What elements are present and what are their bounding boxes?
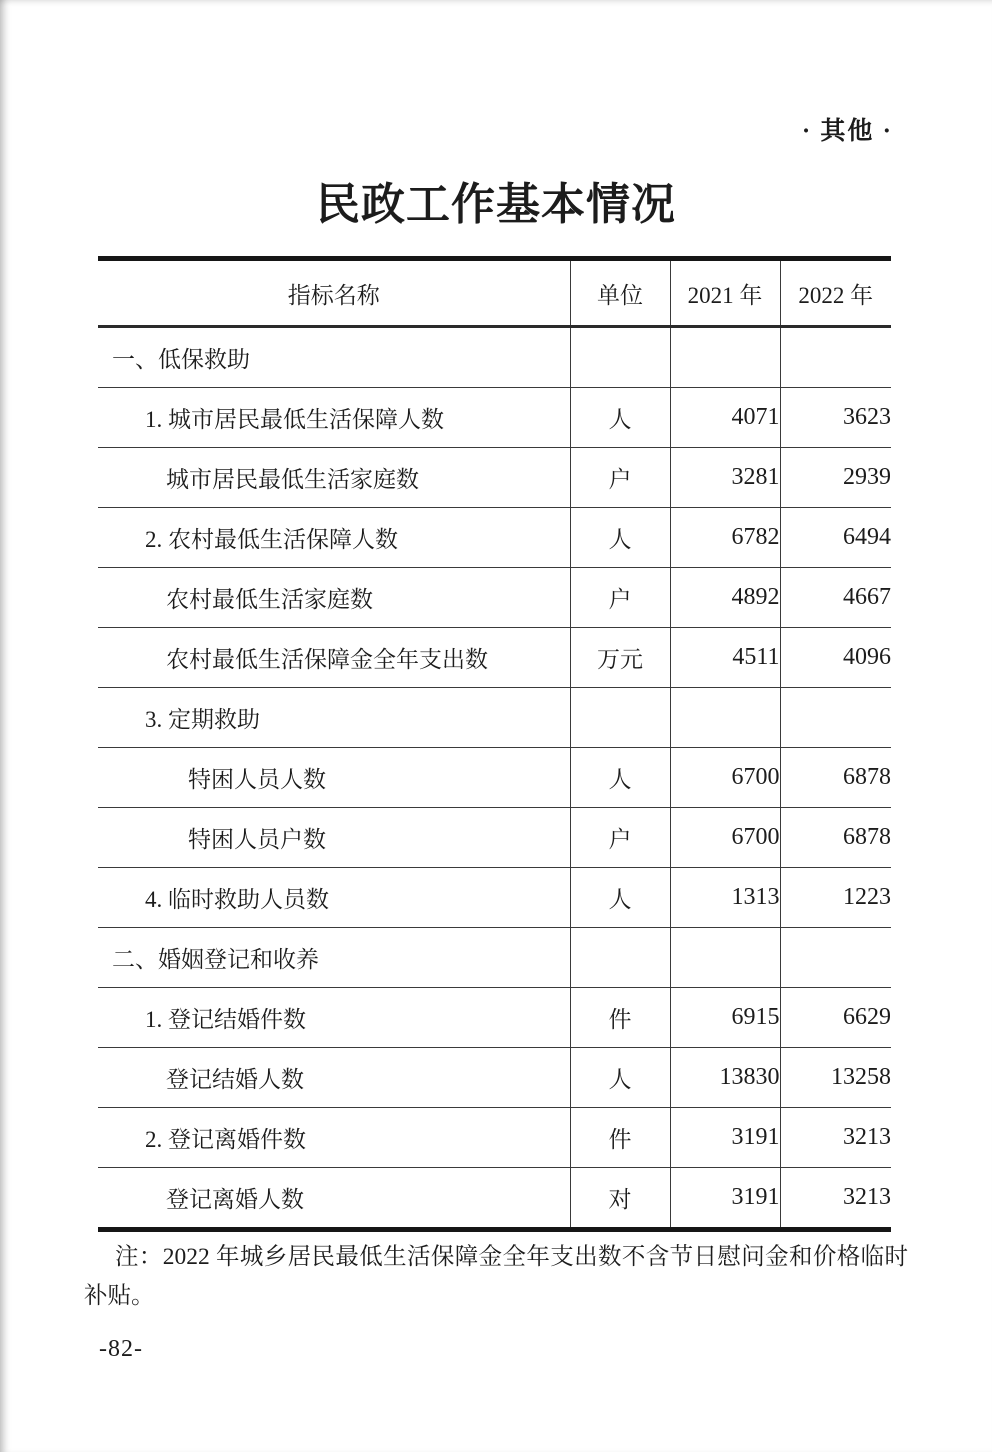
table-row bbox=[98, 1108, 891, 1168]
value-2022-cell: 6878 bbox=[780, 748, 891, 808]
header-indicator-name: 指标名称 bbox=[98, 259, 570, 327]
value-2022-cell: 4667 bbox=[780, 568, 891, 628]
value-2021-cell: 6700 bbox=[670, 748, 780, 808]
value-2022-cell bbox=[780, 327, 891, 388]
value-2021-cell: 4511 bbox=[670, 628, 780, 688]
table-header-row bbox=[98, 259, 891, 327]
section-label: · 其他 · bbox=[801, 118, 893, 145]
unit-cell bbox=[570, 928, 670, 988]
unit-cell: 户 bbox=[570, 448, 670, 508]
table-row bbox=[98, 1048, 891, 1108]
table-row bbox=[98, 1168, 891, 1230]
header-2021: 2021 年 bbox=[670, 259, 780, 327]
page-title: 民政工作基本情况 bbox=[316, 180, 676, 229]
value-2021-cell: 6782 bbox=[670, 508, 780, 568]
value-2021-cell: 4892 bbox=[670, 568, 780, 628]
indicator-name-cell: 登记结婚人数 bbox=[98, 1048, 570, 1108]
table-row bbox=[98, 327, 891, 388]
table-row bbox=[98, 508, 891, 568]
table-row bbox=[98, 748, 891, 808]
value-2022-cell bbox=[780, 688, 891, 748]
table-row bbox=[98, 868, 891, 928]
page-number: -82- bbox=[99, 1336, 143, 1362]
statistics-table-container bbox=[98, 256, 891, 1232]
unit-cell bbox=[570, 327, 670, 388]
value-2022-cell: 1223 bbox=[780, 868, 891, 928]
value-2021-cell: 4071 bbox=[670, 388, 780, 448]
unit-cell: 对 bbox=[570, 1168, 670, 1230]
table-row bbox=[98, 808, 891, 868]
header-unit: 单位 bbox=[570, 259, 670, 327]
indicator-name-cell: 农村最低生活家庭数 bbox=[98, 568, 570, 628]
value-2021-cell: 13830 bbox=[670, 1048, 780, 1108]
table-row bbox=[98, 568, 891, 628]
indicator-name-cell: 城市居民最低生活家庭数 bbox=[98, 448, 570, 508]
unit-cell: 人 bbox=[570, 868, 670, 928]
table-row bbox=[98, 388, 891, 448]
table-row bbox=[98, 928, 891, 988]
indicator-name-cell: 1. 城市居民最低生活保障人数 bbox=[98, 388, 570, 448]
unit-cell: 人 bbox=[570, 1048, 670, 1108]
table-body bbox=[98, 327, 891, 1230]
value-2022-cell: 13258 bbox=[780, 1048, 891, 1108]
unit-cell: 件 bbox=[570, 1108, 670, 1168]
indicator-name-cell: 特困人员人数 bbox=[98, 748, 570, 808]
value-2022-cell: 4096 bbox=[780, 628, 891, 688]
value-2022-cell: 6494 bbox=[780, 508, 891, 568]
value-2021-cell: 3191 bbox=[670, 1108, 780, 1168]
indicator-name-cell: 二、婚姻登记和收养 bbox=[98, 928, 570, 988]
value-2022-cell: 3213 bbox=[780, 1168, 891, 1230]
unit-cell: 户 bbox=[570, 568, 670, 628]
unit-cell: 人 bbox=[570, 508, 670, 568]
value-2022-cell bbox=[780, 928, 891, 988]
value-2021-cell: 3191 bbox=[670, 1168, 780, 1230]
value-2021-cell: 6700 bbox=[670, 808, 780, 868]
table-row bbox=[98, 628, 891, 688]
value-2021-cell: 1313 bbox=[670, 868, 780, 928]
value-2021-cell: 3281 bbox=[670, 448, 780, 508]
table-footnote: 注：2022 年城乡居民最低生活保障金全年支出数不含节日慰问金和价格临时补贴。 bbox=[84, 1244, 908, 1309]
value-2022-cell: 6878 bbox=[780, 808, 891, 868]
unit-cell bbox=[570, 688, 670, 748]
value-2021-cell bbox=[670, 327, 780, 388]
unit-cell: 万元 bbox=[570, 628, 670, 688]
table-row bbox=[98, 988, 891, 1048]
indicator-name-cell: 2. 登记离婚件数 bbox=[98, 1108, 570, 1168]
unit-cell: 人 bbox=[570, 748, 670, 808]
header-2022: 2022 年 bbox=[780, 259, 891, 327]
value-2022-cell: 2939 bbox=[780, 448, 891, 508]
unit-cell: 件 bbox=[570, 988, 670, 1048]
value-2021-cell: 6915 bbox=[670, 988, 780, 1048]
indicator-name-cell: 1. 登记结婚件数 bbox=[98, 988, 570, 1048]
indicator-name-cell: 特困人员户数 bbox=[98, 808, 570, 868]
indicator-name-cell: 3. 定期救助 bbox=[98, 688, 570, 748]
indicator-name-cell: 一、低保救助 bbox=[98, 327, 570, 388]
statistics-table bbox=[98, 256, 891, 1232]
table-row bbox=[98, 448, 891, 508]
unit-cell: 户 bbox=[570, 808, 670, 868]
unit-cell: 人 bbox=[570, 388, 670, 448]
indicator-name-cell: 4. 临时救助人员数 bbox=[98, 868, 570, 928]
value-2022-cell: 6629 bbox=[780, 988, 891, 1048]
value-2022-cell: 3623 bbox=[780, 388, 891, 448]
value-2021-cell bbox=[670, 928, 780, 988]
table-row bbox=[98, 688, 891, 748]
indicator-name-cell: 农村最低生活保障金全年支出数 bbox=[98, 628, 570, 688]
indicator-name-cell: 2. 农村最低生活保障人数 bbox=[98, 508, 570, 568]
indicator-name-cell: 登记离婚人数 bbox=[166, 1187, 304, 1212]
value-2022-cell: 3213 bbox=[780, 1108, 891, 1168]
value-2021-cell bbox=[670, 688, 780, 748]
